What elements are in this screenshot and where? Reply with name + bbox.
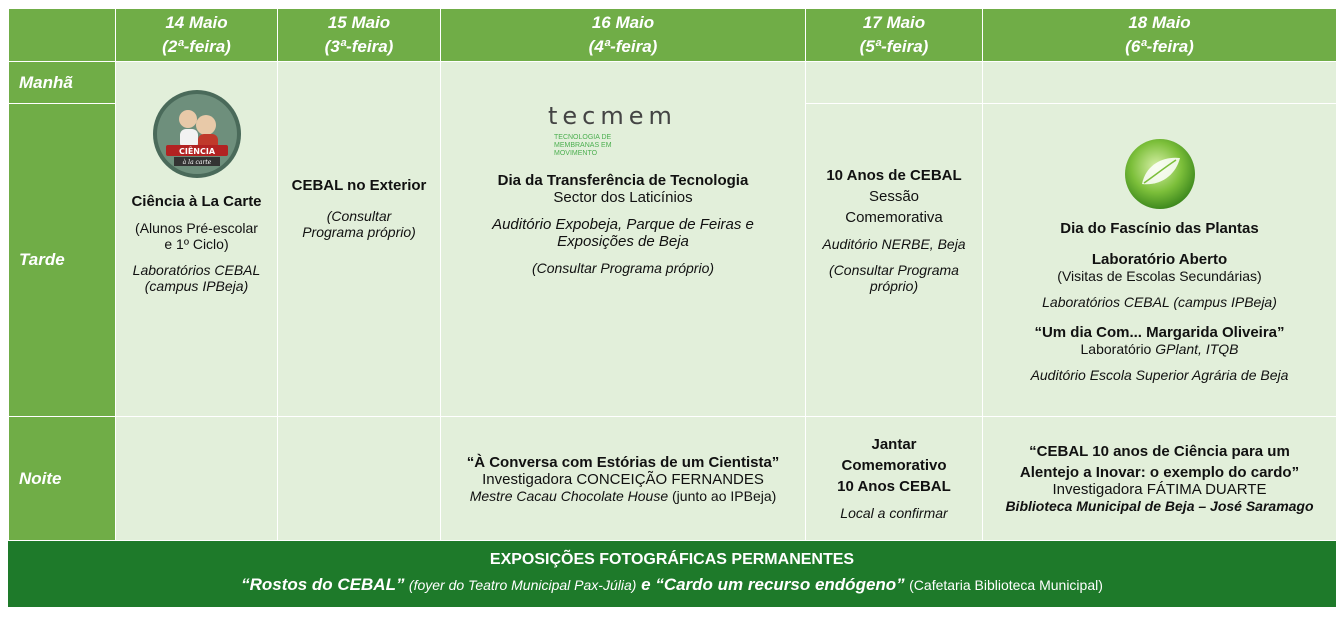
event-audience-2: e 1º Ciclo) [164,235,229,252]
talk-lab [983,341,1336,357]
cell-tarde-18 [983,104,1337,417]
day-header-14 [116,9,278,62]
leaf-icon [1124,138,1196,210]
tecmem-logo-sub: TECNOLOGIA DE [554,134,612,141]
tecmem-logo-word: tecmem [548,102,677,130]
ciencia-logo [152,89,242,179]
event-sub-2: Comemorativa [845,208,943,226]
day-date: 16 Maio [591,13,655,32]
event-title: Dia da Transferência de Tecnologia [497,172,749,189]
day-header-15 [278,9,441,62]
event-audience-1: (Alunos Pré-escolar [135,219,258,236]
event-place: Biblioteca Municipal de Beja – José Saramago [1005,498,1314,514]
event-title: CEBAL no Exterior [291,176,427,194]
day-weekday: (2ª-feira) [162,37,231,56]
event-title-1: “CEBAL 10 anos de Ciência para um [1029,443,1290,460]
lab-title: Laboratório Aberto [1091,250,1228,268]
event-line-3: 10 Anos CEBAL [837,478,951,495]
day-weekday: (4ª-feira) [588,37,658,56]
day-header-18 [983,9,1337,62]
event-line-1: Jantar [871,436,917,453]
cell-tarde-15 [278,62,441,417]
talk-lab-prefix: Laboratório [1080,340,1156,357]
cell-tarde-16 [441,62,806,417]
event-place-detail: (junto ao IPBeja) [668,487,777,504]
day-header-17 [806,9,983,62]
lab-place: Laboratórios CEBAL (campus IPBeja) [1042,293,1277,310]
exhibitions-banner [8,541,1336,607]
banner-exhibitions [8,575,1336,595]
schedule-page [8,8,1336,607]
cell-tarde-17 [806,104,983,417]
event-speaker: Investigadora FÁTIMA DUARTE [1052,481,1267,498]
lab-note: (Visitas de Escolas Secundárias) [1057,267,1262,284]
ciencia-logo-subtext: à la carte [182,158,211,166]
plant-logo [1124,138,1196,210]
row-label-manha: Manhã [9,62,116,104]
day-date: 14 Maio [165,13,228,32]
row-label-tarde: Tarde [9,104,116,417]
event-place [441,488,805,504]
event-note-2: próprio) [869,277,919,294]
schedule-table [8,8,1337,541]
event-title: Ciência à La Carte [131,192,262,210]
cell-noite-16 [441,417,806,541]
tecmem-logo-sub: MEMBRANAS EM [554,142,612,149]
day-header-16 [441,9,806,62]
event-place: Local a confirmar [840,505,948,521]
exhibition-1: “Rostos do CEBAL” [241,575,405,594]
event-place-1: Laboratórios CEBAL [132,261,261,278]
cell-noite-14 [116,417,278,541]
banner-conjunction: e [636,575,656,594]
event-sector: Sector dos Laticínios [553,189,693,206]
cell-tarde-14 [116,62,278,417]
day-date: 17 Maio [862,13,926,32]
event-line-2: Comemorativo [841,457,947,474]
exhibition-1-place: (foyer do Teatro Municipal Pax-Júlia) [408,577,637,593]
event-note-1: (Consultar Programa [829,261,959,278]
header-row [9,9,1337,62]
cell-noite-17 [806,417,983,541]
row-manha [9,62,1337,104]
cell-noite-18 [983,417,1337,541]
event-title: “À Conversa com Estórias de um Cientista” [466,453,780,471]
event-note: (Consultar Programa próprio) [531,260,715,276]
exhibition-2-place: (Cafetaria Biblioteca Municipal) [909,577,1103,593]
event-note-1: (Consultar [326,207,392,224]
event-title: Dia do Fascínio das Plantas [1060,219,1259,237]
event-title: 10 Anos de CEBAL [826,166,962,184]
event-speaker: Investigadora CONCEIÇÃO FERNANDES [482,470,764,488]
day-date: 15 Maio [327,13,391,32]
event-place-name: Mestre Cacau Chocolate House [469,487,669,504]
event-place-2: Exposições de Beja [557,233,689,250]
exhibition-2: “Cardo um recurso endógeno” [655,575,905,594]
event-note-2: Programa próprio) [302,223,416,240]
event-place-2: (campus IPBeja) [144,277,249,294]
tecmem-logo [548,102,698,158]
talk-lab-name: GPlant, ITQB [1155,340,1239,357]
day-weekday: (5ª-feira) [859,37,929,56]
day-weekday: (3ª-feira) [324,37,394,56]
day-date: 18 Maio [1128,13,1191,32]
row-label-noite: Noite [9,417,116,541]
cell-manha-18 [983,62,1337,104]
banner-title: EXPOSIÇÕES FOTOGRÁFICAS PERMANENTES [489,551,855,568]
ciencia-logo-text: CIÊNCIA [178,146,215,156]
event-sub-1: Sessão [868,187,920,205]
talk-title: “Um dia Com... Margarida Oliveira” [1034,323,1285,341]
ciencia-logo-icon [152,89,242,179]
row-noite [9,417,1337,541]
talk-place: Auditório Escola Superior Agrária de Beja [1030,366,1289,383]
tecmem-logo-sub: MOVIMENTO [554,150,598,157]
corner-cell [9,9,116,62]
event-place-1: Auditório Expobeja, Parque de Feiras e [492,216,754,233]
cell-noite-15 [278,417,441,541]
day-weekday: (6ª-feira) [1125,37,1194,56]
cell-manha-17 [806,62,983,104]
event-place: Auditório NERBE, Beja [822,235,966,252]
event-title-2: Alentejo a Inovar: o exemplo do cardo” [1019,464,1300,481]
